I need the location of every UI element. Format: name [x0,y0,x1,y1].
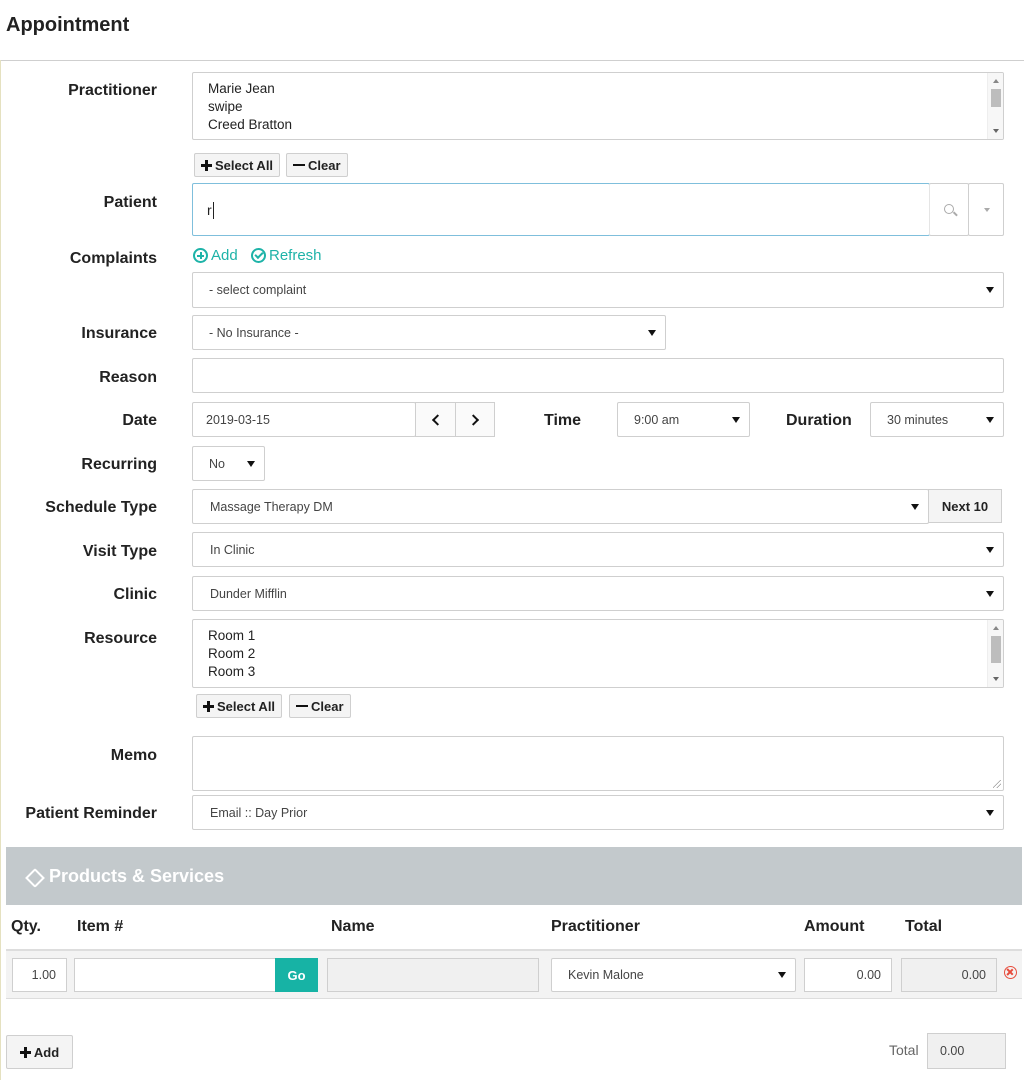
chevron-right-icon [468,414,479,425]
text-cursor [213,202,214,219]
scroll-thumb[interactable] [991,89,1001,107]
left-border [0,60,1,1080]
patient-reminder-label: Patient Reminder [25,805,157,822]
resize-grip-icon[interactable] [993,780,1001,788]
insurance-label: Insurance [81,325,157,342]
chevron-down-icon [247,461,255,467]
grand-total-label: Total [889,1042,919,1058]
date-input[interactable]: 2019-03-15 [192,402,416,437]
chevron-down-icon [984,208,990,212]
resource-scrollbar[interactable] [987,620,1003,687]
resource-option[interactable]: Room 1 [208,628,256,643]
resource-clear-button[interactable]: Clear [289,694,351,718]
patient-search-input[interactable] [192,183,930,236]
scroll-up-icon[interactable] [993,79,999,83]
schedule-type-select[interactable]: Massage Therapy DM [192,489,929,524]
resource-option[interactable]: Room 3 [208,664,256,679]
go-button[interactable]: Go [275,958,318,992]
time-label: Time [544,412,582,429]
chevron-down-icon [732,417,740,423]
next-10-button[interactable]: Next 10 [928,489,1002,523]
chevron-down-icon [648,330,656,336]
remove-row-icon[interactable] [1004,966,1017,979]
previous-date-button[interactable] [415,402,456,437]
item-number-input[interactable] [74,958,276,992]
practitioner-label: Practitioner [68,82,157,99]
chevron-left-icon [431,414,442,425]
plus-icon [201,160,212,171]
practitioner-option[interactable]: Creed Bratton [208,117,293,132]
add-circle-icon [193,248,208,263]
search-icon [944,204,954,214]
scroll-down-icon[interactable] [993,129,999,133]
products-panel-title: Products & Services [26,866,224,887]
plus-icon [20,1047,31,1058]
resource-option[interactable]: Room 2 [208,646,256,661]
col-name: Name [331,918,375,935]
page-title: Appointment [6,14,130,36]
patient-label: Patient [103,194,157,211]
memo-label: Memo [110,747,157,764]
practitioner-select-all-button[interactable]: Select All [194,153,280,177]
visit-type-label: Visit Type [82,543,157,560]
recurring-select[interactable]: No [192,446,265,481]
add-complaint-link[interactable]: Add [193,247,238,264]
check-circle-icon [251,248,266,263]
minus-icon [293,164,305,166]
patient-input-value: r [207,201,212,218]
patient-reminder-select[interactable]: Email :: Day Prior [192,795,1004,830]
item-name-field [327,958,539,992]
recurring-label: Recurring [81,456,157,473]
patient-search-button[interactable] [929,183,969,236]
chevron-down-icon [986,547,994,553]
schedule-type-label: Schedule Type [45,499,157,516]
col-practitioner: Practitioner [551,918,640,935]
amount-input[interactable]: 0.00 [804,958,892,992]
scroll-down-icon[interactable] [993,677,999,681]
date-label: Date [122,412,157,429]
patient-dropdown-button[interactable] [968,183,1004,236]
duration-label: Duration [786,412,852,429]
next-date-button[interactable] [455,402,495,437]
practitioner-scrollbar[interactable] [987,73,1003,139]
refresh-complaint-link[interactable]: Refresh [251,247,322,264]
col-amount: Amount [804,918,865,935]
qty-input[interactable]: 1.00 [12,958,67,992]
practitioner-option-partial[interactable] [208,135,212,140]
clinic-label: Clinic [113,586,157,603]
col-qty: Qty. [11,918,41,935]
complaint-select[interactable]: - select complaint [192,272,1004,308]
practitioner-option[interactable]: Marie Jean [208,81,275,96]
resource-select-all-button[interactable]: Select All [196,694,282,718]
chevron-down-icon [911,504,919,510]
complaints-label: Complaints [69,250,157,267]
reason-input[interactable] [192,358,1004,393]
scroll-thumb[interactable] [991,636,1001,663]
row-practitioner-select[interactable]: Kevin Malone [551,958,796,992]
resource-listbox[interactable] [192,619,1004,688]
tag-icon [26,870,44,884]
grand-total-field: 0.00 [927,1033,1006,1069]
practitioner-clear-button[interactable]: Clear [286,153,348,177]
add-product-button[interactable]: Add [6,1035,73,1069]
chevron-down-icon [986,810,994,816]
resource-label: Resource [84,630,157,647]
minus-icon [296,705,308,707]
title-divider [0,60,1024,61]
practitioner-listbox[interactable] [192,72,1004,140]
reason-label: Reason [99,369,157,386]
duration-select[interactable]: 30 minutes [870,402,1004,437]
scroll-up-icon[interactable] [993,626,999,630]
row-total-field: 0.00 [901,958,997,992]
practitioner-option[interactable]: swipe [208,99,243,114]
chevron-down-icon [986,287,994,293]
chevron-down-icon [778,972,786,978]
col-total: Total [905,918,943,935]
memo-textarea[interactable] [192,736,1004,791]
insurance-select[interactable]: - No Insurance - [192,315,666,350]
clinic-select[interactable]: Dunder Mifflin [192,576,1004,611]
chevron-down-icon [986,417,994,423]
plus-icon [203,701,214,712]
visit-type-select[interactable]: In Clinic [192,532,1004,567]
time-select[interactable]: 9:00 am [617,402,750,437]
col-item: Item # [77,918,124,935]
chevron-down-icon [986,591,994,597]
